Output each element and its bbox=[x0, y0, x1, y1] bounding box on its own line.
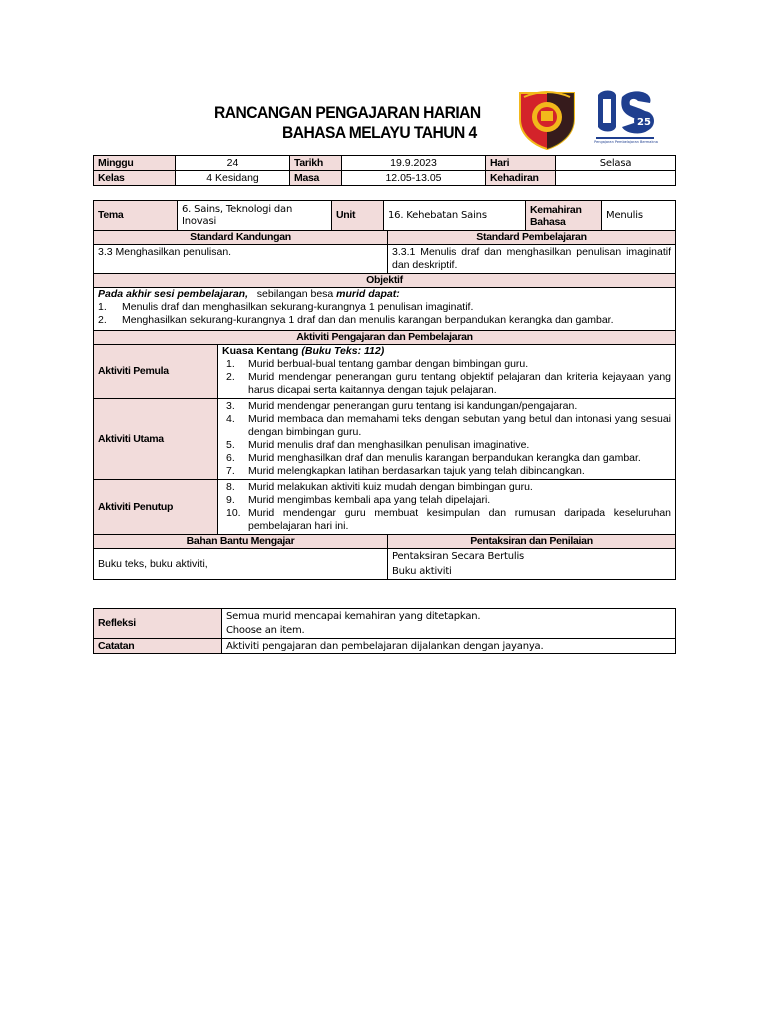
item-number: 1. bbox=[226, 358, 235, 370]
utama-item bbox=[222, 465, 671, 478]
kelas-label: Kelas bbox=[94, 171, 176, 186]
reflection-table bbox=[93, 608, 676, 654]
page-title-line2: BAHASA MELAYU TAHUN 4 bbox=[282, 123, 477, 142]
page-title-line1: RANCANGAN PENGAJARAN HARIAN bbox=[214, 103, 481, 122]
item-text: Murid menghasilkan draf dan menulis karangan berpandukan kerangka dan gambar. bbox=[248, 452, 641, 464]
tema-value[interactable]: 6. Sains, Teknologi dan Inovasi bbox=[178, 201, 332, 231]
aktiviti-pemula-content bbox=[218, 345, 676, 399]
item-number: 5. bbox=[226, 439, 235, 451]
kemahiran-value[interactable]: Menulis bbox=[602, 201, 676, 231]
refleksi-choose-item[interactable]: Choose an item. bbox=[226, 624, 305, 636]
aktiviti-penutup-content bbox=[218, 480, 676, 535]
item-text: Murid mendengar penerangan guru tentang objektif pelajaran dan kriteria kejayaan yang harus dicapai serta kaitannya dengan tajuk pelajaran. bbox=[248, 371, 672, 396]
item-text: Murid mengimbas kembali apa yang telah dipelajari. bbox=[248, 494, 491, 506]
pemula-heading-title: Kuasa Kentang bbox=[222, 345, 299, 357]
lesson-table bbox=[93, 200, 676, 580]
item-text: Murid melengkapkan latihan berdasarkan tajuk yang telah dibincangkan. bbox=[248, 465, 585, 477]
utama-item bbox=[222, 452, 671, 465]
standard-kandungan-header: Standard Kandungan bbox=[94, 231, 388, 245]
tarikh-value[interactable]: 19.9.2023 bbox=[342, 156, 486, 171]
item-text: Murid menulis draf dan menghasilkan penulisan imaginative. bbox=[248, 439, 530, 451]
objektif-intro-a: Pada akhir sesi pembelajaran, bbox=[98, 288, 248, 300]
pentaksiran-line2: Buku aktiviti bbox=[392, 566, 452, 577]
item-text: Murid berbual-bual tentang gambar dengan bimbingan guru. bbox=[248, 358, 529, 370]
penutup-item bbox=[222, 481, 671, 494]
objektif-intro-b: sebilangan besa bbox=[256, 288, 334, 300]
item-number: 6. bbox=[226, 452, 235, 464]
objektif-intro bbox=[98, 288, 671, 301]
item-number: 2. bbox=[226, 371, 235, 383]
school-badge-logo bbox=[516, 89, 578, 151]
hari-label: Hari bbox=[486, 156, 556, 171]
kelas-value[interactable]: 4 Kesidang bbox=[176, 171, 290, 186]
kehadiran-label: Kehadiran bbox=[486, 171, 556, 186]
kehadiran-value[interactable] bbox=[556, 171, 676, 186]
tarikh-label: Tarikh bbox=[290, 156, 342, 171]
aktiviti-utama-content bbox=[218, 399, 676, 480]
item-text: Murid mendengar penerangan guru tentang isi kandungan/pengajaran. bbox=[248, 400, 578, 412]
aktiviti-utama-label: Aktiviti Utama bbox=[94, 399, 218, 480]
item-text: Murid melakukan aktiviti kuiz mudah dengan bimbingan guru. bbox=[248, 481, 533, 493]
objektif-intro-c: murid dapat: bbox=[336, 288, 400, 300]
catatan-value[interactable]: Aktiviti pengajaran dan pembelajaran dijalankan dengan jayanya. bbox=[222, 639, 676, 654]
objektif-item bbox=[98, 301, 671, 314]
refleksi-line1: Semua murid mencapai kemahiran yang ditetapkan. bbox=[226, 610, 481, 622]
utama-item bbox=[222, 413, 671, 439]
anniversary-25-logo bbox=[592, 87, 658, 149]
pentaksiran-line1: Pentaksiran Secara Bertulis bbox=[392, 551, 525, 562]
bahan-bantu-value[interactable]: Buku teks, buku aktiviti, bbox=[94, 549, 388, 580]
bahan-bantu-header: Bahan Bantu Mengajar bbox=[94, 535, 388, 549]
masa-value[interactable]: 12.05-13.05 bbox=[342, 171, 486, 186]
pentaksiran-value[interactable] bbox=[388, 549, 676, 580]
utama-item bbox=[222, 400, 671, 413]
item-number: 7. bbox=[226, 465, 235, 477]
penutup-item bbox=[222, 494, 671, 507]
item-text: Murid mendengar guru membuat kesimpulan dan rumusan daripada keseluruhan pembelajaran hari ini. bbox=[248, 507, 672, 532]
logo-25-caption: Pengajaran Pembelajaran Bermakna bbox=[594, 140, 658, 144]
catatan-label: Catatan bbox=[94, 639, 222, 654]
kemahiran-label: Kemahiran Bahasa bbox=[526, 201, 602, 231]
item-number: 1. bbox=[98, 301, 107, 313]
unit-value[interactable]: 16. Kehebatan Sains bbox=[384, 201, 526, 231]
pemula-heading bbox=[222, 345, 671, 358]
pentaksiran-header: Pentaksiran dan Penilaian bbox=[388, 535, 676, 549]
item-number: 3. bbox=[226, 400, 235, 412]
item-text: Menghasilkan sekurang-kurangnya 1 draf dan dan menulis karangan berpandukan kerangka dan gambar. bbox=[122, 314, 614, 326]
standard-pembelajaran-value: 3.3.1 Menulis draf dan menghasilkan penulisan imaginatif dan deskriptif. bbox=[388, 245, 676, 274]
pemula-item bbox=[222, 371, 671, 397]
standard-pembelajaran-header: Standard Pembelajaran bbox=[388, 231, 676, 245]
pemula-heading-reference: (Buku Teks: 112) bbox=[301, 345, 385, 357]
item-number: 4. bbox=[226, 413, 235, 425]
refleksi-value[interactable] bbox=[222, 609, 676, 639]
logo-25-number: 25 bbox=[637, 117, 651, 128]
item-number: 10. bbox=[226, 507, 241, 519]
hari-value[interactable]: Selasa bbox=[556, 156, 676, 171]
aktiviti-header: Aktiviti Pengajaran dan Pembelajaran bbox=[94, 331, 676, 345]
penutup-item bbox=[222, 507, 671, 533]
objektif-header: Objektif bbox=[94, 274, 676, 288]
minggu-label: Minggu bbox=[94, 156, 176, 171]
unit-label: Unit bbox=[332, 201, 384, 231]
objektif-content bbox=[94, 288, 676, 331]
item-number: 9. bbox=[226, 494, 235, 506]
aktiviti-penutup-label: Aktiviti Penutup bbox=[94, 480, 218, 535]
tema-label: Tema bbox=[94, 201, 178, 231]
item-text: Murid membaca dan memahami teks dengan sebutan yang betul dan intonasi yang sesuai dengan bimbingan guru. bbox=[248, 413, 672, 438]
refleksi-label: Refleksi bbox=[94, 609, 222, 639]
objektif-item bbox=[98, 314, 671, 327]
item-number: 8. bbox=[226, 481, 235, 493]
masa-label: Masa bbox=[290, 171, 342, 186]
standard-kandungan-value: 3.3 Menghasilkan penulisan. bbox=[94, 245, 388, 274]
minggu-value[interactable]: 24 bbox=[176, 156, 290, 171]
aktiviti-pemula-label: Aktiviti Pemula bbox=[94, 345, 218, 399]
info-table bbox=[93, 155, 676, 186]
item-text: Menulis draf dan menghasilkan sekurang-kurangnya 1 penulisan imaginatif. bbox=[122, 301, 474, 313]
pemula-item bbox=[222, 358, 671, 371]
utama-item bbox=[222, 439, 671, 452]
item-number: 2. bbox=[98, 314, 107, 326]
